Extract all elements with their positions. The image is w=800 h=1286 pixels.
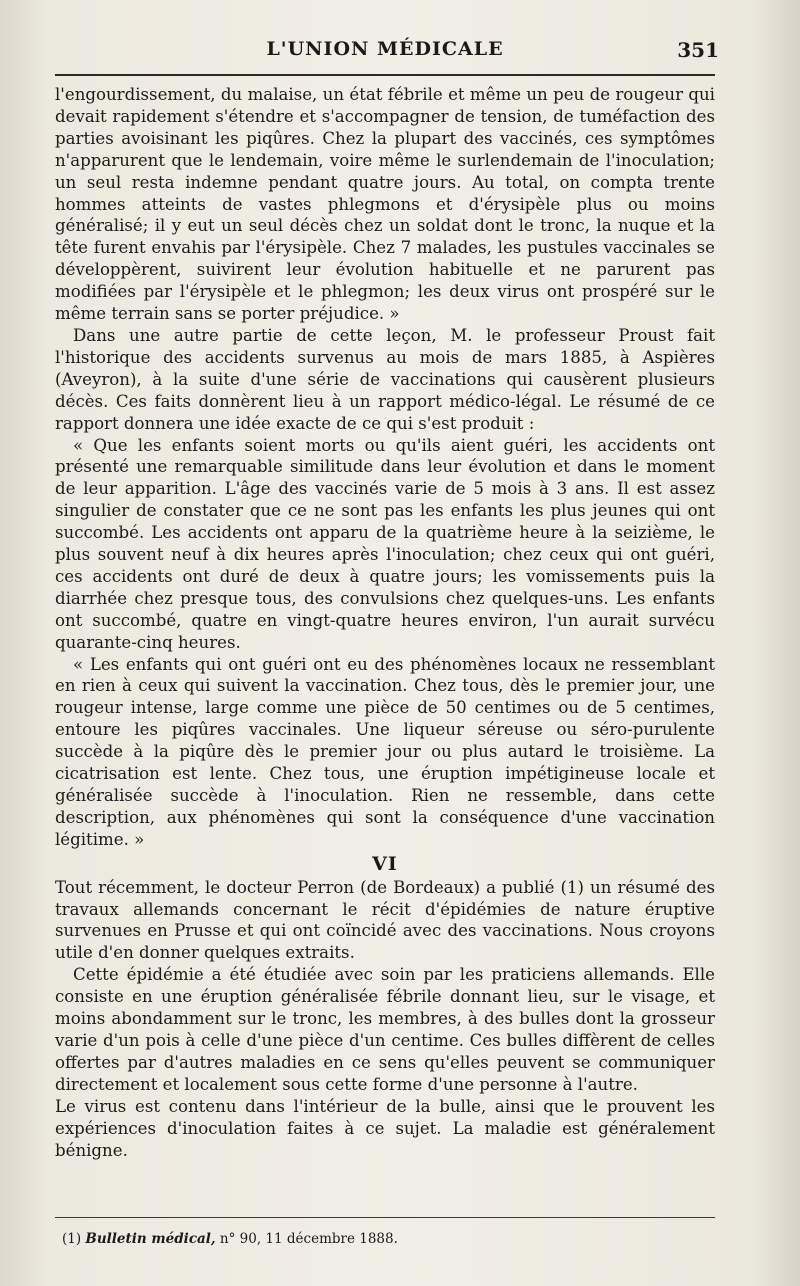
section-heading: VI (372, 852, 398, 875)
paragraph: « Les enfants qui ont guéri ont eu des phénomènes locaux ne ressemblant en rien à ceux qui suivent la vaccination. Chez tous, dès le premier jour, une rougeur intense, large comme une pièce de 50 centimes ou de 5 centimes, entoure les piqûres vaccinales. Une liqueur séreuse ou séro-purulente succède à la piqûre dès le premier jour ou plus autard le troisième. La cicatrisation est lente. Chez tous, une éruption impétigineuse locale et généralisée succède à l'inoculation. Rien ne ressemble, dans cette description, aux phénomènes qui sont la conséquence d'une vaccination légitime. » (55, 654, 715, 849)
paragraph: l'engourdissement, du malaise, un état fébrile et même un peu de rougeur qui devait rapidement s'étendre et s'accompagner de tension, de tuméfaction des parties avoisinant les piqûres. Chez la plupart des vaccinés, ces symptômes n'apparurent que le lendemain, voire même le surlendemain de l'inoculation; un seul resta indemne pendant quatre jours. Au total, on compta trente hommes atteints de vastes phlegmons et d'érysipèle plus ou moins généralisé; il y eut un seul décès chez un soldat dont le tronc, la nuque et la tête furent envahis par l'érysipèle. Chez 7 malades, les pustules vaccinales se développèrent, suivirent leur évolution habituelle et ne parurent pas modifiées par l'érysipèle et le phlegmon; les deux virus ont prospéré sur le même terrain sans se porter préjudice. » (55, 85, 715, 324)
body-text (55, 84, 715, 1161)
footnote-details: n° 90, 11 décembre 1888. (219, 1231, 398, 1247)
paragraph: « Que les enfants soient morts ou qu'ils aient guéri, les accidents ont présenté une remarquable similitude dans leur évolution et dans le moment de leur apparition. L'âge des vaccinés varie de 5 mois à 3 ans. Il est assez singulier de constater que ce ne sont pas les enfants les plus jeunes qui ont succombé. Les accidents ont apparu de la quatrième heure à la seizième, le plus souvent neuf à dix heures après l'inoculation; chez ceux qui ont guéri, ces accidents ont duré de deux à quatre jours; les vomissements puis la diarrhée chez presque tous, des convulsions chez quelques-uns. Les enfants ont succombé, quatre en vingt-quatre heures environ, l'un aurait survécu quarante-cinq heures. (55, 435, 715, 652)
paragraph: Dans une autre partie de cette leçon, M. le professeur Proust fait l'historique des accidents survenus au mois de mars 1885, à Aspières (Aveyron), à la suite d'une série de vaccinations qui causèrent plusieurs décès. Ces faits donnèrent lieu à un rapport médico-légal. Le résumé de ce rapport donnera une idée exacte de ce qui s'est produit : (55, 325, 715, 433)
page-header (55, 38, 719, 68)
page-number: 351 (677, 38, 719, 62)
running-title: L'UNION MÉDICALE (266, 38, 504, 60)
footnote-rule (55, 1217, 715, 1218)
footnote (62, 1230, 702, 1248)
header-rule (55, 74, 715, 76)
footnote-source: Bulletin médical, (85, 1231, 216, 1247)
paragraph: Cette épidémie a été étudiée avec soin par les praticiens allemands. Elle consiste en une éruption généralisée fébrile donnant lieu, sur le visage, et moins abondamment sur le tronc, les membres, à des bulles dont la grosseur varie d'un pois à celle d'une pièce d'un centime. Ces bulles diffèrent de celles offertes par d'autres maladies en ce sens qu'elles peuvent se communiquer directement et localement sous cette forme d'une personne à l'autre. (55, 965, 715, 1094)
paragraph: Le virus est contenu dans l'intérieur de la bulle, ainsi que le prouvent les expériences d'inoculation faites à ce sujet. La maladie est généralement bénigne. (55, 1096, 715, 1160)
paragraph: Tout récemment, le docteur Perron (de Bordeaux) a publié (1) un résumé des travaux allemands concernant le récit d'épidémies de nature éruptive survenues en Prusse et qui ont coïncidé avec des vaccinations. Nous croyons utile d'en donner quelques extraits. (55, 877, 715, 963)
footnote-marker: (1) (62, 1231, 82, 1247)
